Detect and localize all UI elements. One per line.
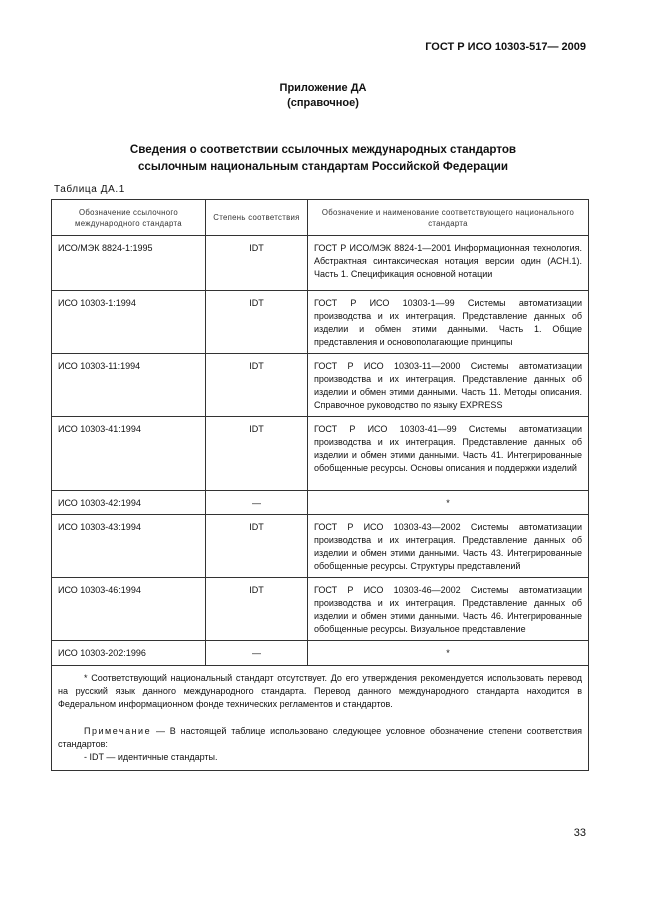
cell-national-standard: ГОСТ Р ИСО 10303-41—99 Системы автоматизации производства и их интеграция. Представление данных об изделии и обмен этими данными. Часть 41. Интегрированные обобщенные ресурсы. Основы описания и поддержки изделий — [308, 417, 589, 491]
table-row — [52, 641, 589, 666]
table-header-row — [52, 200, 589, 236]
cell-national-standard: ГОСТ Р ИСО 10303-1—99 Системы автоматизации производства и их интеграция. Представление данных об изделии и обмен этими данными. Часть 1. Общие представления и основополагающие принципы — [308, 291, 589, 354]
table-row — [52, 236, 589, 291]
note-label: Примечание — [84, 726, 152, 736]
table-row — [52, 515, 589, 578]
cell-intl-standard: ИСО 10303-42:1994 — [52, 491, 206, 515]
cell-national-standard: ГОСТ Р ИСО 10303-46—2002 Системы автоматизации производства и их интеграция. Представление данных об изделии и обмен этими данными. Часть 46. Интегрированные обобщенные ресурсы. Визуальное представление — [308, 578, 589, 641]
page-title-line-2: ссылочным национальным стандартам Российской Федерации — [137, 160, 508, 173]
appendix-title: Приложение ДА — [279, 82, 367, 94]
table-row — [52, 291, 589, 354]
table-row — [52, 491, 589, 515]
cell-degree: IDT — [206, 236, 308, 291]
cell-degree: — — [206, 641, 308, 666]
note-item: - IDT — идентичные стандарты. — [84, 752, 218, 762]
cell-national-standard: ГОСТ Р ИСО 10303-11—2000 Системы автоматизации производства и их интеграция. Представление данных об изделии и обмен этими данными. Часть 11. Методы описания. Справочное руководство по языку EXPRESS — [308, 354, 589, 417]
cell-degree: IDT — [206, 417, 308, 491]
column-header-degree: Степень соответствия — [206, 200, 308, 236]
document-header: ГОСТ Р ИСО 10303-517— 2009 — [425, 41, 586, 53]
cell-intl-standard: ИСО 10303-46:1994 — [52, 578, 206, 641]
page-title — [0, 141, 646, 175]
table-row — [52, 354, 589, 417]
cell-national-standard: * — [308, 641, 589, 666]
table-notes — [52, 666, 589, 771]
appendix-kind: (справочное) — [287, 97, 359, 109]
appendix-heading — [0, 81, 646, 111]
correspondence-table — [51, 199, 589, 771]
cell-degree: IDT — [206, 515, 308, 578]
table-row — [52, 417, 589, 491]
page-title-line-1: Сведения о соответствии ссылочных международных стандартов — [129, 143, 517, 156]
table-label: Таблица ДА.1 — [54, 184, 125, 195]
cell-degree: IDT — [206, 291, 308, 354]
cell-national-standard: ГОСТ Р ИСО/МЭК 8824-1—2001 Информационная технология. Абстрактная синтаксическая нотация версии один (АСН.1). Часть 1. Спецификация основной нотации — [308, 236, 589, 291]
cell-intl-standard: ИСО 10303-1:1994 — [52, 291, 206, 354]
column-header-intl: Обозначение ссылочного международного стандарта — [52, 200, 206, 236]
cell-intl-standard: ИСО 10303-202:1996 — [52, 641, 206, 666]
cell-degree: IDT — [206, 578, 308, 641]
table-row — [52, 578, 589, 641]
page-number: 33 — [573, 827, 586, 839]
cell-intl-standard: ИСО/МЭК 8824-1:1995 — [52, 236, 206, 291]
cell-national-standard: ГОСТ Р ИСО 10303-43—2002 Системы автоматизации производства и их интеграция. Представление данных об изделии и обмен этими данными. Часть 43. Интегрированные обобщенные ресурсы. Структуры представлений — [308, 515, 589, 578]
cell-national-standard: * — [308, 491, 589, 515]
footnote: * Соответствующий национальный стандарт отсутствует. До его утверждения рекомендуется использовать перевод на русский язык данного международного стандарта. Перевод данного международного стандарта находится в Федеральном информационном фонде технических регламентов и стандартов. — [58, 673, 582, 709]
cell-intl-standard: ИСО 10303-11:1994 — [52, 354, 206, 417]
notes-row — [52, 666, 589, 771]
cell-degree: — — [206, 491, 308, 515]
note-text: — В настоящей таблице использовано следующее условное обозначение степени соответствия стандартов: — [58, 726, 582, 749]
cell-intl-standard: ИСО 10303-43:1994 — [52, 515, 206, 578]
cell-intl-standard: ИСО 10303-41:1994 — [52, 417, 206, 491]
note-paragraph — [58, 725, 582, 751]
cell-degree: IDT — [206, 354, 308, 417]
column-header-national: Обозначение и наименование соответствующего национального стандарта — [308, 200, 589, 236]
